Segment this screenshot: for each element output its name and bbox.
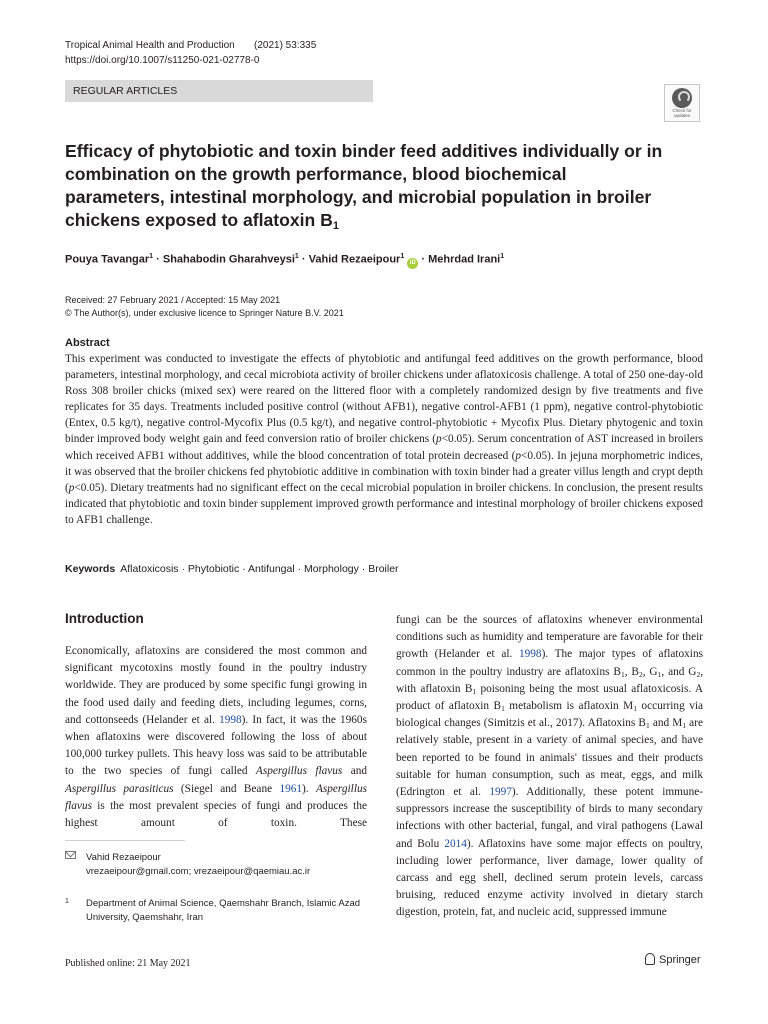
citation-link[interactable]: 1998 [518, 648, 542, 661]
article-dates: Received: 27 February 2021 / Accepted: 15 May 2021 © The Author(s), under exclusive licence to Springer Nature B.V. 2021 [65, 295, 344, 318]
article-type-banner: REGULAR ARTICLES [65, 80, 373, 102]
abstract-heading: Abstract [65, 337, 110, 349]
orcid-icon[interactable]: iD [407, 258, 418, 269]
year-volume: (2021) 53:335 [254, 40, 317, 51]
citation-link[interactable]: 1998 [219, 713, 242, 726]
envelope-icon [65, 851, 76, 859]
journal-name: Tropical Animal Health and Production (2021) 53:335 [65, 40, 317, 51]
corresponding-author-footnote: Vahid Rezaeipour vrezaeipour@gmail.com; vrezaeipour@qaemiau.ac.ir [65, 851, 310, 879]
copyright-notice: © The Author(s), under exclusive licence to Springer Nature B.V. 2021 [65, 308, 344, 318]
doi-link[interactable]: https://doi.org/10.1007/s11250-021-02778-0 [65, 55, 260, 66]
author-list: Pouya Tavangar$^1$ · Shahabodin Gharahveysi$^1$ · Vahid Rezaeipour$^1$ iD · Mehrdad Irani$^1$ [65, 253, 504, 269]
article-title: Efficacy of phytobiotic and toxin binder feed additives individually or in combination on the growth performance, blood biochemical parameters, intestinal morphology, and microbial population in broiler chickens exposed to aflatoxin $B_1$ [65, 141, 663, 232]
keywords: Keywords Aflatoxicosis · Phytobiotic · Antifungal · Morphology · Broiler [65, 563, 399, 575]
body-column-left: Economically, aflatoxins are considered the most common and significant mycotoxins mostly found in the poultry industry worldwide. They are produced by some specific fungi growing in the food used daily and feeding diets, including legumes, corns, and cottonseeds (Helander et al. 1998). In fact, it was the 1960s when aflatoxins were discovered following the loss of about 100,000 turkey pullets. This heavy loss was said to be attributable to the two species of fungi called Aspergillus flavus and Aspergillus parasiticus (Siegel and Beane 1961). Aspergillus flavus is the most prevalent species of fungi and produces the highest amount of toxin. These [65, 645, 368, 830]
crossmark-icon [672, 88, 692, 108]
author-name[interactable]: Vahid Rezaeipour [308, 253, 401, 266]
citation-link[interactable]: 1961 [279, 782, 303, 795]
published-date: Published online: 21 May 2021 [65, 958, 191, 969]
email-link[interactable]: vrezaeipour@gmail.com; vrezaeipour@qaemiau.ac.ir [86, 866, 311, 877]
check-for-updates-button[interactable]: Check for updates [664, 84, 700, 122]
citation-link[interactable]: 2014 [444, 837, 467, 850]
citation-link[interactable]: 1997 [489, 786, 512, 799]
author-name[interactable]: Pouya Tavangar [65, 253, 150, 266]
springer-horse-icon [645, 953, 655, 965]
introduction-heading: Introduction [65, 611, 144, 626]
author-name[interactable]: Shahabodin Gharahveysi [162, 253, 295, 266]
footnote-divider [65, 840, 185, 841]
author-name[interactable]: Mehrdad Irani [428, 253, 501, 266]
publisher-logo: Springer [645, 953, 701, 966]
body-column-right: fungi can be the sources of aflatoxins whenever environmental conditions such as humidity and temperature are favorable for their growth (Helander et al. 1998). The major types of aflatoxins common in the poultry industry are aflatoxins $B_1$, $B_2$, $G_1$, and $G_2$, with aflatoxin $B_1$ poisoning being the most usual aflatoxicosis. A product of aflatoxin $B_1$ metabolism is aflatoxin $M_1$ occurring via biological changes (Simitzis et al., 2017). Aflatoxins $B_1$ and $M_1$ are relatively stable, present in a variety of animal species, and have been reported to be found in animals' tissues and their products suitable for human consumption, such as meat, eggs, and milk (Edrington et al. 1997). Additionally, these potent immune-suppressors increase the susceptibility of birds to many secondary infections with other bacterial, fungal, and viral pathogens (Lawal and Bolu 2014). Aflatoxins have some major effects on poultry, including lower performance, liver damage, lower quality of carcass and egg shell, declined serum protein levels, carcass bruising, reduced enzyme activity involved in dietary starch digestion, protein, fat, and nucleic acid, suppressed immune [396, 614, 704, 919]
affiliation-footnote: 1 Department of Animal Science, Qaemshahr Branch, Islamic Azad University, Qaemshahr, Iran [65, 898, 361, 923]
abstract-text: This experiment was conducted to investigate the effects of phytobiotic and antifungal feed additives on the growth performance, blood parameters, intestinal morphology, and cecal microbiota activity of broiler chickens under aflatoxicosis challenge. A total of 250 one-day-old Ross 308 broiler chicks (mixed sex) were reared on the littered floor with a completely randomized design by five treatments and five replicates for 35 days. Treatments included positive control (without AFB1), negative control-AFB1 (1 ppm), negative control-phytobiotic (Entex, 0.5 kg/t), negative control-Mycofix Plus (0.5 kg/t), and negative control-phytobiotic + Mycofix Plus. Dietary phytogenic and toxin binder improved body weight gain and feed conversion ratio of broiler chickens (p<0.05). Serum concentration of AST increased in broilers which received AFB1 without additives, while the blood concentration of total protein decreased (p<0.05). In jejuna morphometric indices, it was observed that the broiler chickens fed phytobiotic additive in combination with toxin binder had a greater villus length and crypt depth (p<0.05). Dietary treatments had no significant effect on the cecal microbial population in broiler chickens. In conclusion, the present results indicated that phytobiotic and toxin binder supplement improved growth performance and intestinal morphology of broiler chickens exposed to AFB1 challenge. [65, 353, 703, 526]
